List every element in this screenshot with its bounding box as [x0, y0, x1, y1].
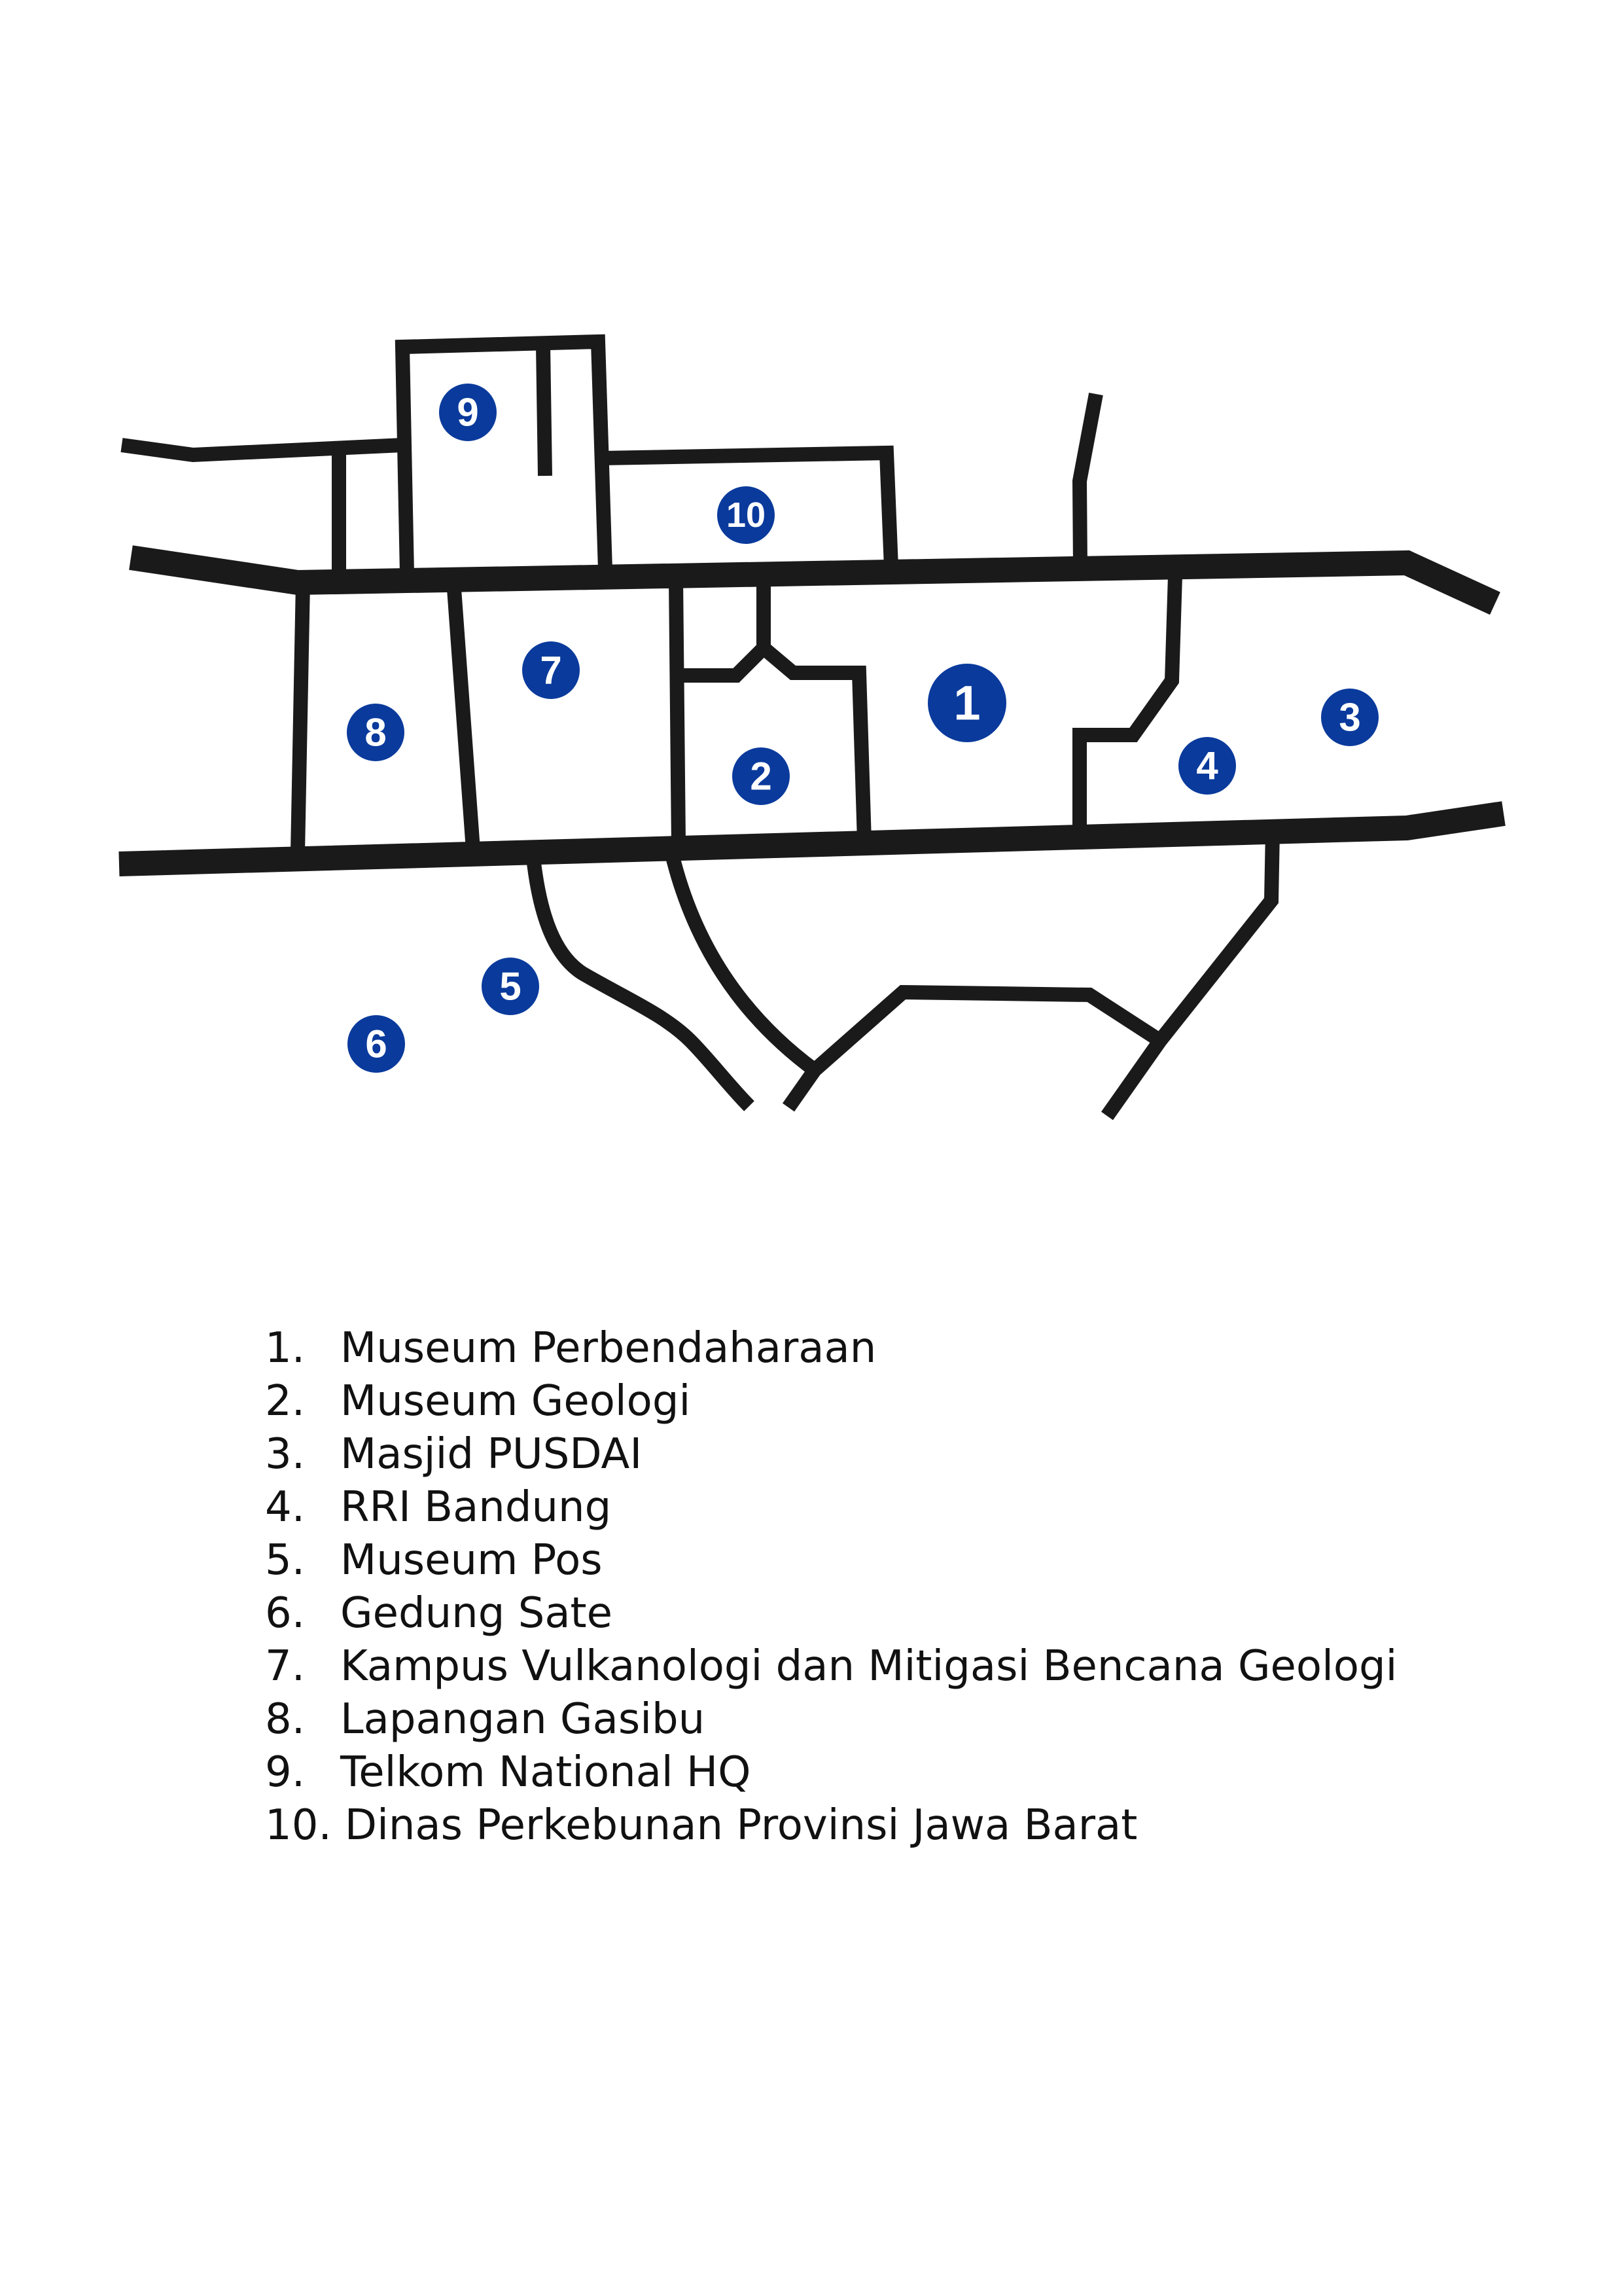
legend-item — [265, 1640, 1574, 1693]
legend-item — [265, 1746, 1574, 1799]
legend-name: Lapangan Gasibu — [340, 1695, 705, 1744]
marker-7-label: 7 — [540, 648, 562, 692]
legend-name: Gedung Sate — [340, 1589, 612, 1638]
marker-6-label: 6 — [365, 1022, 387, 1066]
telkom-inner-road — [543, 345, 545, 476]
marker-1-label: 1 — [953, 675, 981, 730]
marker-10-label: 10 — [726, 495, 766, 535]
marker-8[interactable] — [347, 704, 404, 761]
legend-name: RRI Bandung — [340, 1483, 612, 1532]
marker-9-label: 9 — [457, 390, 479, 435]
legend-number: 5. — [265, 1536, 306, 1585]
geologi-west-road — [676, 578, 679, 844]
marker-10[interactable] — [717, 486, 775, 544]
marker-7[interactable] — [522, 641, 580, 699]
marker-5-label: 5 — [499, 964, 521, 1009]
legend-number: 7. — [265, 1642, 306, 1691]
top-left-road — [122, 445, 402, 455]
legend-name: Museum Perbendaharaan — [340, 1324, 877, 1372]
lower-main-road — [119, 814, 1504, 864]
legend-name: Telkom National HQ — [340, 1748, 751, 1797]
museum-pos-road — [533, 857, 749, 1106]
legend-name: Kampus Vulkanologi dan Mitigasi Bencana Geologi — [340, 1642, 1398, 1691]
marker-2-label: 2 — [750, 754, 772, 798]
legend-number: 3. — [265, 1430, 306, 1479]
legend-item — [265, 1534, 1574, 1587]
legend-number: 4. — [265, 1483, 306, 1532]
gasibu-west-road — [298, 583, 303, 852]
gasibu-east-road — [453, 580, 473, 850]
marker-1[interactable] — [928, 664, 1006, 742]
legend-item — [265, 1693, 1574, 1746]
marker-3[interactable] — [1321, 689, 1379, 746]
south-east-road — [1107, 831, 1273, 1116]
legend-item — [265, 1428, 1574, 1481]
map-legend — [265, 1322, 1574, 1852]
legend-name: Masjid PUSDAI — [340, 1430, 643, 1479]
marker-4-label: 4 — [1196, 744, 1218, 788]
marker-9[interactable] — [439, 384, 497, 441]
legend-number: 9. — [265, 1748, 306, 1797]
marker-2[interactable] — [732, 747, 790, 805]
legend-number: 2. — [265, 1377, 306, 1426]
legend-item — [265, 1587, 1574, 1640]
legend-item — [265, 1481, 1574, 1534]
legend-item — [265, 1799, 1574, 1852]
legend-number: 10. — [265, 1801, 332, 1850]
rri-block-road — [1080, 576, 1175, 834]
legend-name: Museum Pos — [340, 1536, 603, 1585]
geologi-block-road — [679, 648, 864, 841]
legend-number: 1. — [265, 1324, 306, 1372]
legend-name: Dinas Perkebunan Provinsi Jawa Barat — [344, 1801, 1138, 1850]
legend-number: 8. — [265, 1695, 306, 1744]
legend-number: 6. — [265, 1589, 306, 1638]
marker-3-label: 3 — [1339, 695, 1361, 740]
legend-item — [265, 1375, 1574, 1428]
legend-item — [265, 1322, 1574, 1375]
marker-5[interactable] — [482, 958, 539, 1015]
southern-road — [788, 992, 1160, 1107]
north-east-road — [1080, 394, 1096, 567]
marker-8-label: 8 — [364, 710, 387, 755]
legend-name: Museum Geologi — [340, 1377, 691, 1426]
marker-4[interactable] — [1178, 737, 1236, 795]
telkom-block-outline — [402, 342, 605, 573]
marker-6[interactable] — [347, 1015, 405, 1073]
